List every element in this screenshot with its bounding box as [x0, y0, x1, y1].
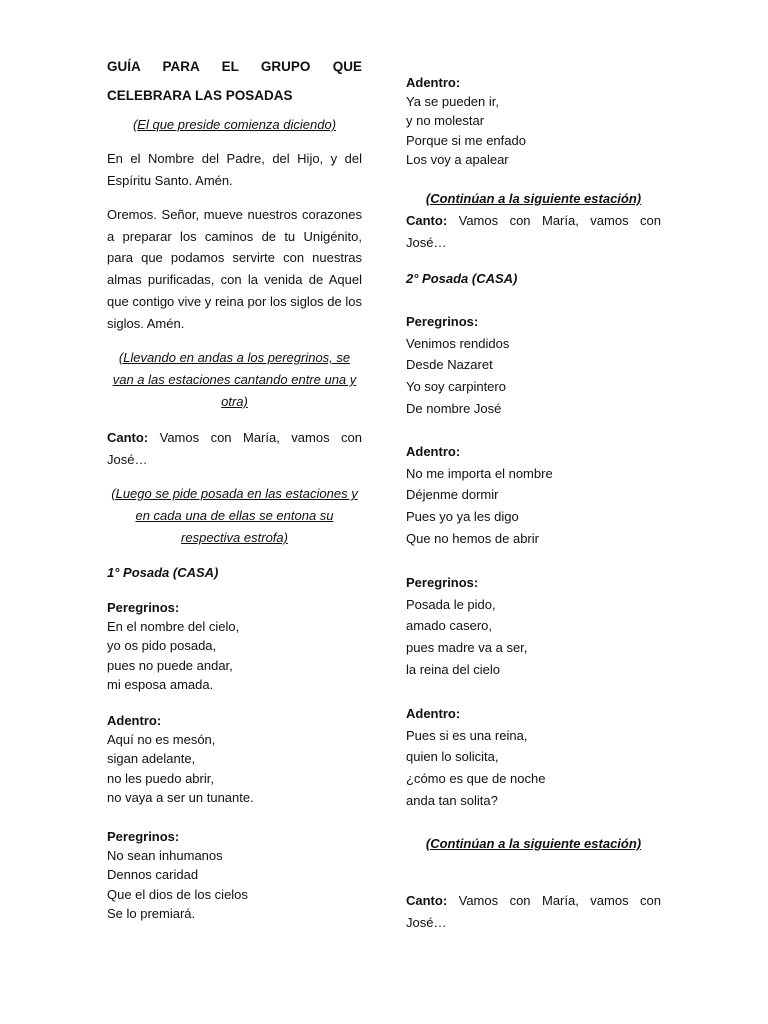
verse-line: quien lo solicita, — [406, 749, 499, 765]
verse-line: Pues yo ya les digo — [406, 509, 519, 525]
verse-line: De nombre José — [406, 400, 502, 416]
verse-block — [406, 572, 661, 681]
canto-label: Canto: — [107, 430, 149, 445]
verse-line: No me importa el nombre — [406, 465, 553, 481]
canto-block — [107, 427, 362, 471]
canto-label: Canto: — [406, 213, 448, 228]
verse-label: Adentro: — [406, 75, 461, 90]
verse-block — [107, 598, 362, 694]
posada-note: (Luego se pide posada en las estaciones y en cada una de ellas se entona su respectiva estrofa) — [111, 486, 358, 545]
verse-line: pues no puede andar, — [107, 657, 233, 673]
canto-text-line-1: Vamos con María, vamos con — [159, 430, 362, 445]
verse-line: Ya se pueden ir, — [406, 94, 499, 110]
verse-block — [406, 703, 661, 812]
verse-label: Adentro: — [406, 444, 461, 459]
posada-1-heading: 1° Posada (CASA) — [107, 565, 219, 580]
verse-label: Peregrinos: — [406, 314, 479, 329]
verse-line: Porque si me enfado — [406, 132, 526, 148]
verse-label: Peregrinos: — [107, 600, 180, 615]
verse-label: Adentro: — [406, 706, 461, 721]
canto-block — [406, 890, 661, 934]
canto-label: Canto: — [406, 893, 448, 908]
verse-line: No sean inhumanos — [107, 848, 223, 864]
verse-line: Déjenme dormir — [406, 487, 499, 503]
invocation-text: En el Nombre del Padre, del Hijo, y del Espíritu Santo. Amén. — [107, 151, 362, 188]
verse-line: Venimos rendidos — [406, 335, 510, 351]
verse-line: Que el dios de los cielos — [107, 886, 248, 902]
verse-line: ¿cómo es que de noche — [406, 771, 546, 787]
verse-line: Aquí no es mesón, — [107, 732, 216, 748]
verse-line: Dennos caridad — [107, 867, 199, 883]
document-title — [107, 52, 362, 110]
verse-line: no vaya a ser un tunante. — [107, 789, 254, 805]
prayer-text: Oremos. Señor, mueve nuestros corazones a preparar los caminos de tu Unigénito, para que podamos servirte con nuestras almas purificadas, con la venida de Aquel que contigo vive y reina por los siglos de los siglos. Amén. — [107, 207, 362, 331]
verse-label: Peregrinos: — [107, 829, 180, 844]
posada-2-heading: 2° Posada (CASA) — [406, 271, 518, 286]
procession-note: (Llevando en andas a los peregrinos, se van a las estaciones cantando entre una y otra) — [112, 350, 357, 409]
verse-line: amado casero, — [406, 618, 492, 634]
verse-line: yo os pido posada, — [107, 638, 217, 654]
verse-line: pues madre va a ser, — [406, 640, 528, 656]
verse-line: Posada le pido, — [406, 596, 496, 612]
verse-line: Los voy a apalear — [406, 151, 509, 167]
canto-text-line-1: Vamos con María, vamos con — [458, 893, 661, 908]
title-line-1: GUÍA PARA EL GRUPO QUE — [107, 59, 362, 74]
verse-block — [406, 441, 661, 550]
canto-text-line-2: José… — [406, 915, 447, 930]
verse-line: Pues si es una reina, — [406, 727, 528, 743]
continue-note: (Continúan a la siguiente estación) — [425, 191, 642, 206]
continue-note: (Continúan a la siguiente estación) — [425, 836, 642, 851]
verse-line: Desde Nazaret — [406, 357, 493, 373]
canto-text-line-2: José… — [107, 452, 148, 467]
verse-line: la reina del cielo — [406, 661, 500, 677]
verse-label: Peregrinos: — [406, 575, 479, 590]
verse-line: sigan adelante, — [107, 751, 196, 767]
verse-block — [107, 711, 362, 807]
canto-text-line-1: Vamos con María, vamos con — [458, 213, 661, 228]
verse-line: Se lo premiará. — [107, 905, 196, 921]
verse-line: Yo soy carpintero — [406, 379, 506, 395]
verse-line: Que no hemos de abrir — [406, 530, 539, 546]
canto-text-line-2: José… — [406, 235, 447, 250]
verse-line: no les puedo abrir, — [107, 770, 214, 786]
verse-block — [406, 311, 661, 420]
verse-label: Adentro: — [107, 713, 162, 728]
verse-line: mi esposa amada. — [107, 676, 214, 692]
intro-note: (El que preside comienza diciendo) — [132, 117, 337, 132]
verse-block — [107, 827, 362, 923]
verse-line: En el nombre del cielo, — [107, 619, 240, 635]
verse-line: y no molestar — [406, 113, 485, 129]
verse-line: anda tan solita? — [406, 792, 498, 808]
verse-block — [406, 73, 661, 169]
title-line-2: CELEBRARA LAS POSADAS — [107, 88, 293, 103]
canto-block — [406, 210, 661, 254]
